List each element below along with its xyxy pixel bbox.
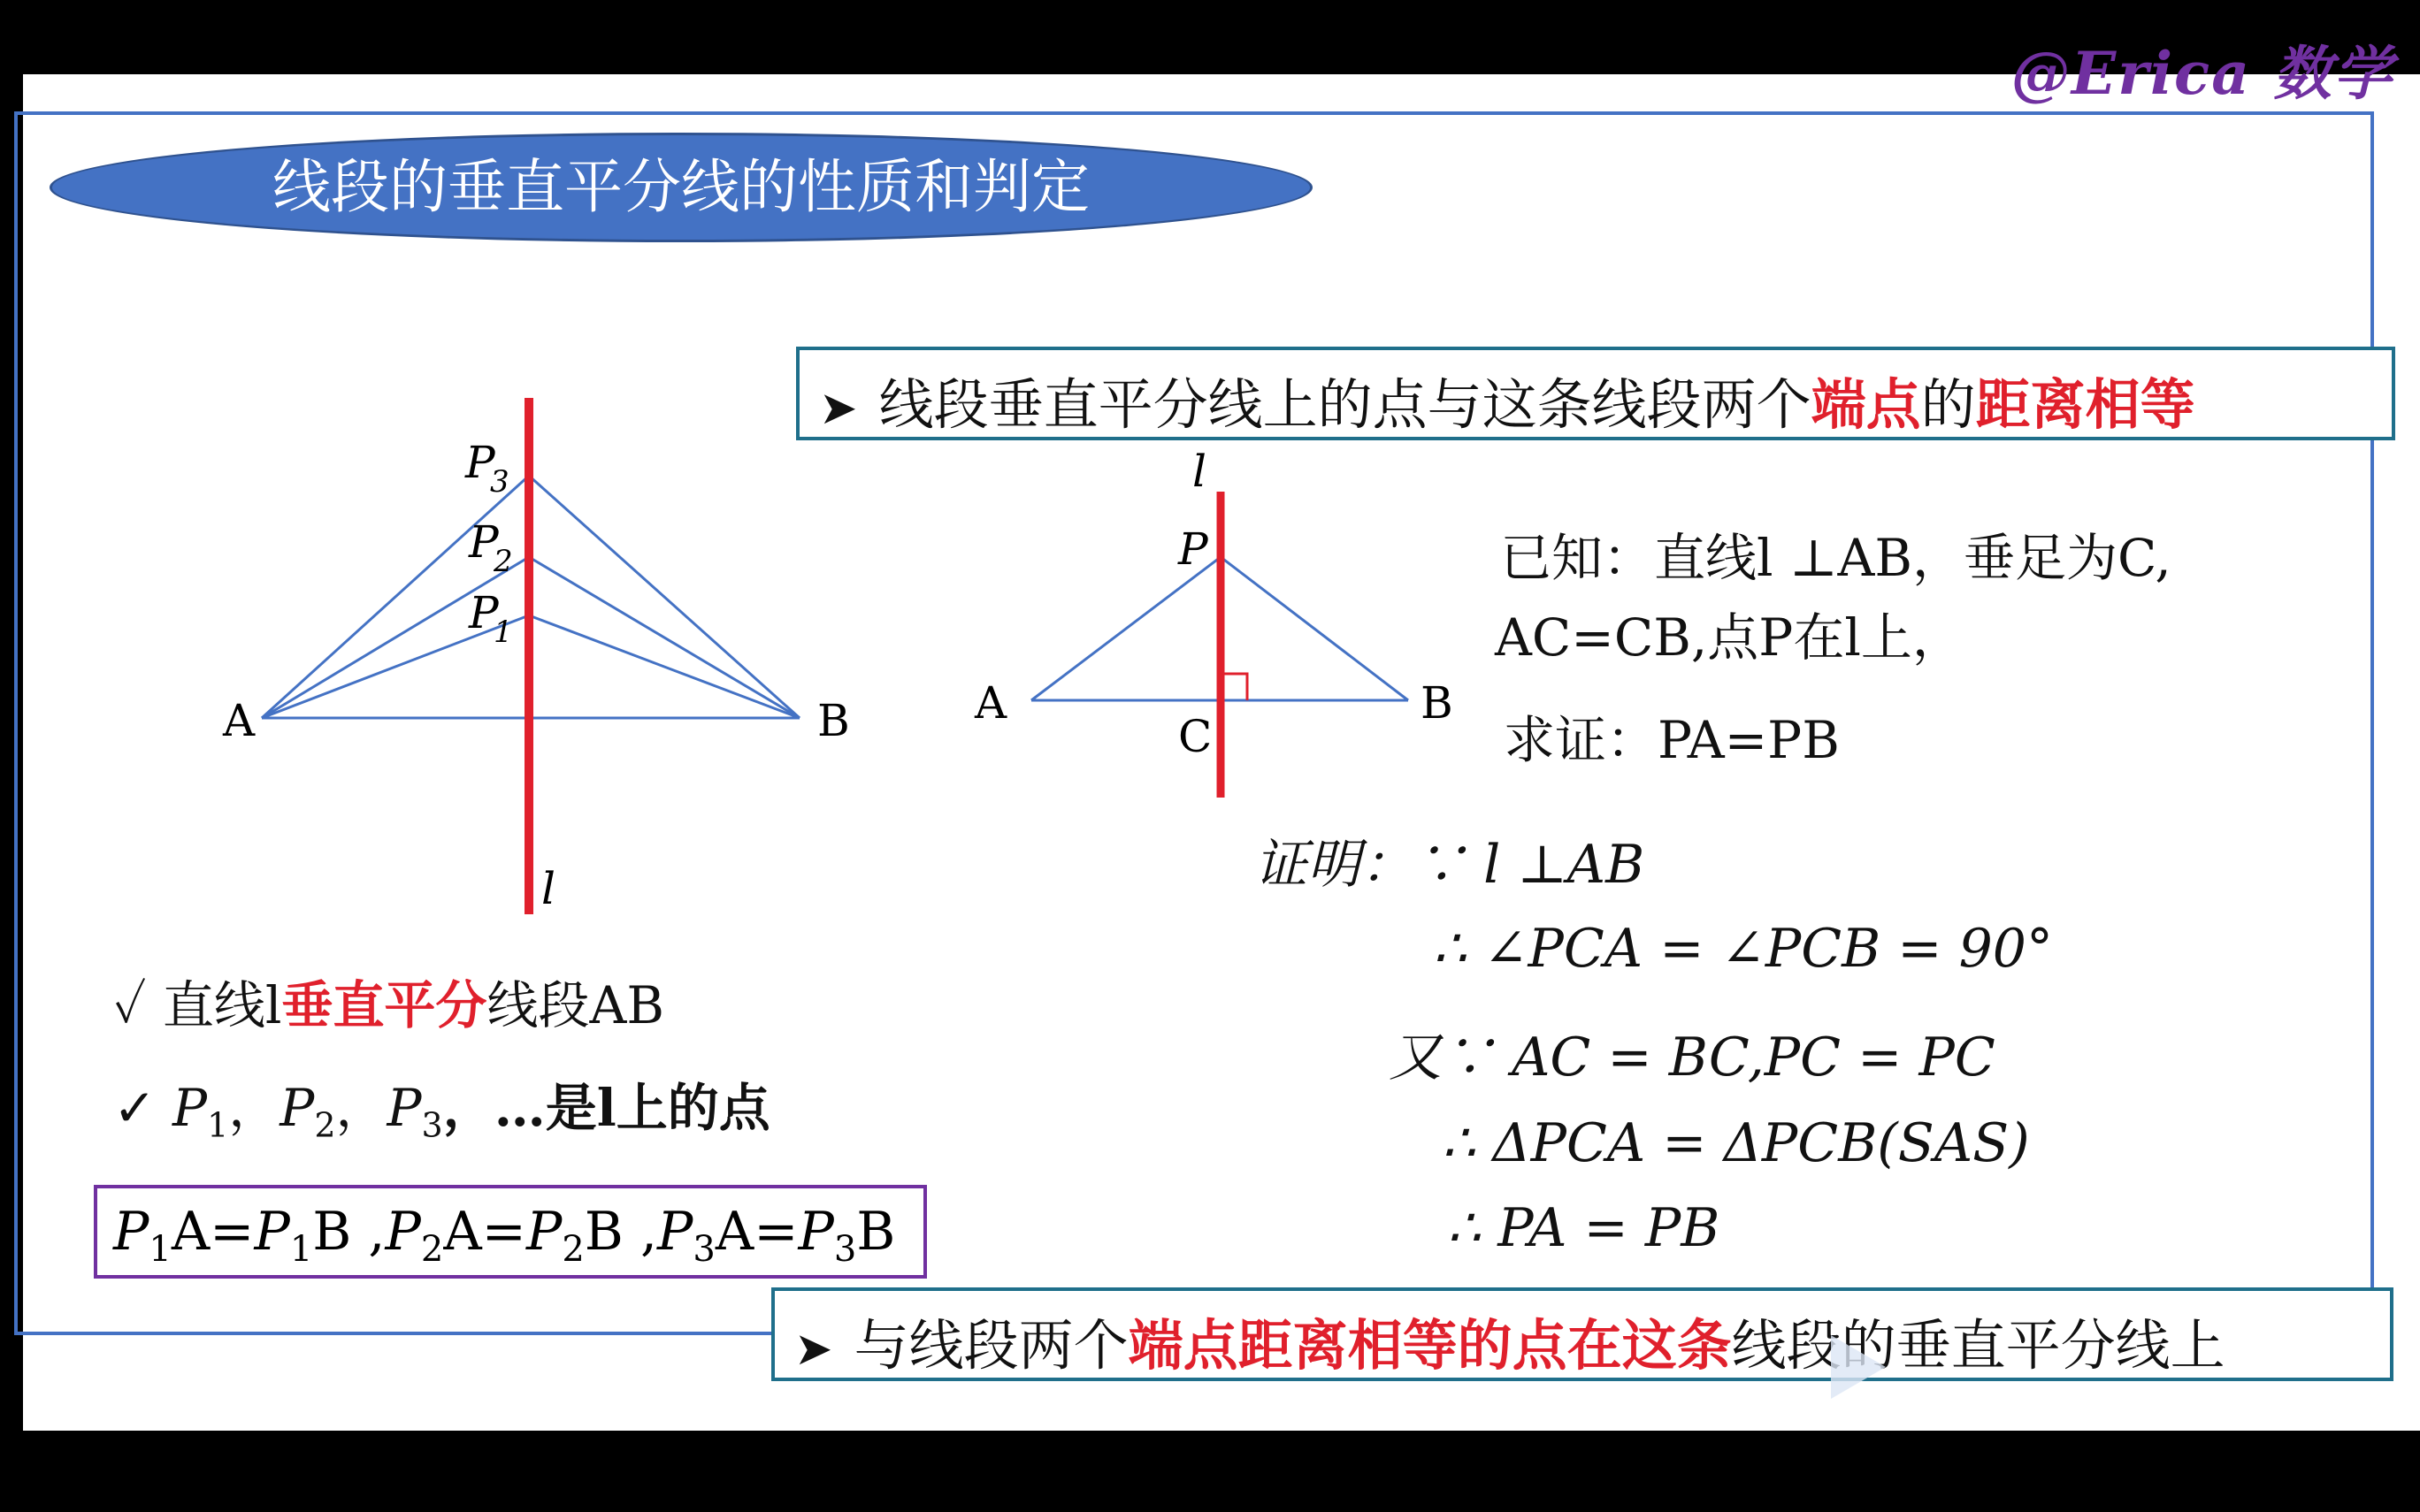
statement1-text: 线段垂直平分线上的点与这条线段两个: [878, 372, 1811, 437]
statement1-mid: 的: [1920, 372, 1976, 437]
label-A: A: [223, 695, 256, 746]
label-P1-sub: 1: [494, 615, 513, 650]
label-B: B: [1421, 677, 1453, 729]
check-item-1: ✓ 直线l垂直平分线段AB: [113, 975, 664, 1035]
statement2-highlight: 端点距离相等的点在这条: [1128, 1313, 1732, 1378]
label-A: A: [975, 677, 1007, 729]
figure-perpendicular-triangle: [955, 442, 1486, 813]
label-P3-sub: 3: [490, 464, 509, 500]
check-item-2: ✓ $P_1$，$P_2$，$P_3$，…是l上的点: [113, 1078, 770, 1145]
proof-line3: 又∵ AC = BC,PC = PC: [1389, 1027, 1995, 1088]
page-title: 线段的垂直平分线的性质和判定: [272, 153, 1090, 221]
statement1-highlight-endpoints: 端点: [1811, 372, 1921, 437]
label-C: C: [1178, 711, 1213, 762]
conclusion-box: [94, 1185, 927, 1279]
proof-line2: ∴ ∠PCA = ∠PCB = 90°: [1433, 918, 2053, 980]
check-icon: ✓: [113, 975, 163, 1035]
statement2-text: 与线段两个: [854, 1313, 1129, 1378]
play-icon[interactable]: [1831, 1335, 1886, 1399]
property-statement-box: [796, 347, 2395, 440]
check-item-1-highlight: 垂直平分: [281, 975, 487, 1035]
label-P1: P: [469, 587, 499, 638]
given-line2: AC=CB,点P在l上，: [1495, 607, 1964, 668]
label-B: B: [817, 695, 850, 746]
label-line-l: l: [1192, 446, 1206, 497]
given-line1: 已知：直线l ⊥AB，垂足为C,: [1500, 528, 2171, 588]
label-P: P: [1178, 523, 1208, 575]
converse-statement-box: [771, 1287, 2393, 1381]
arrow-bullet-icon: ➤: [794, 1323, 833, 1376]
statement2-text-end: 线段的垂直平分线上: [1731, 1313, 2225, 1378]
statement1-highlight-distance: 距离相等: [1975, 372, 2195, 437]
conclusion-equations: $P_1A=P_1B$ $,P_2A=P_2B$ $,P_3A=P_3B$: [113, 1201, 896, 1270]
label-P2-sub: 2: [494, 544, 513, 579]
label-P2: P: [469, 516, 499, 568]
proof-line1: 证明：∵ l ⊥AB: [1254, 834, 1645, 896]
figure-perpendicular-bisector-points: [195, 380, 885, 928]
proof-line5: ∴ PA = PB: [1447, 1197, 1720, 1259]
arrow-bullet-icon: ➤: [819, 382, 858, 435]
label-P3: P: [465, 437, 495, 488]
prove-statement: 求证：PA=PB: [1504, 710, 1840, 770]
proof-line4: ∴ ΔPCA = ΔPCB(SAS): [1442, 1112, 2030, 1174]
label-line-l: l: [541, 863, 555, 914]
check-icon: ✓: [113, 1078, 173, 1138]
watermark: @Erica 数学: [2010, 39, 2393, 108]
